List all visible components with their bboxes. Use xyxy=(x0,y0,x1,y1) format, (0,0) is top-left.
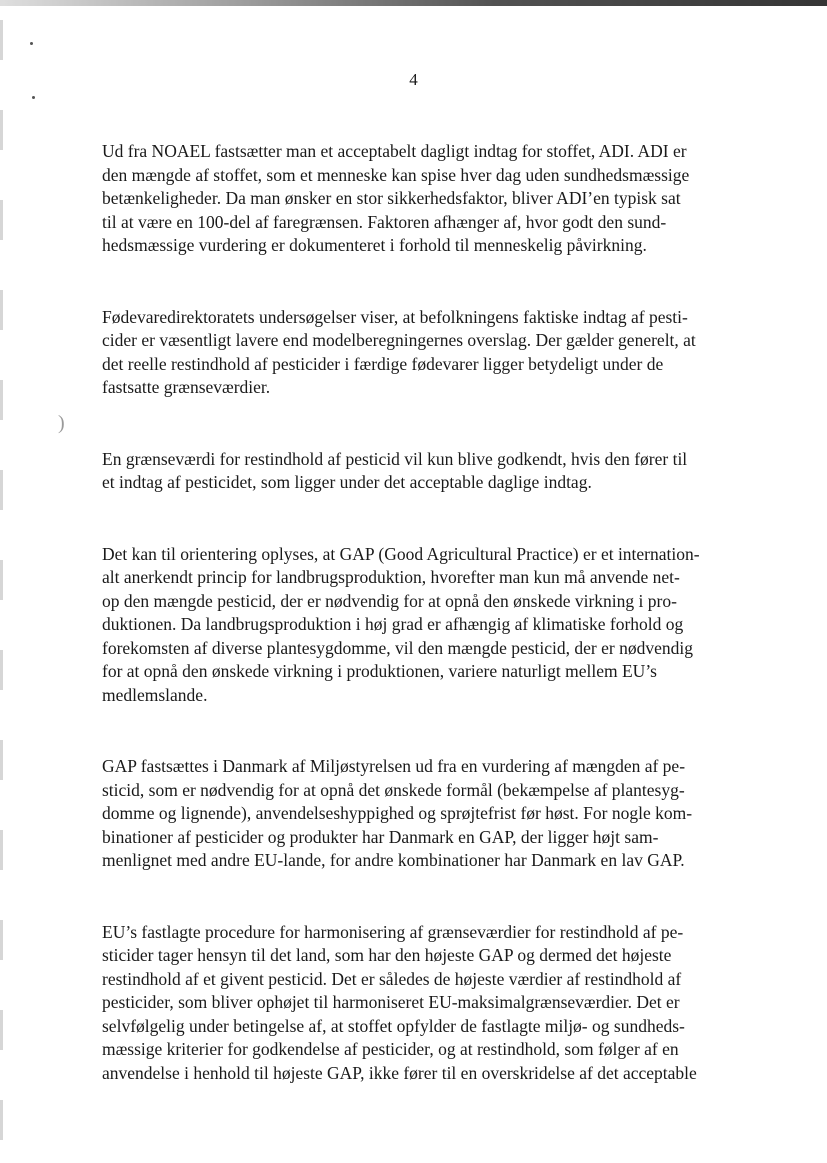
text-line: En grænseværdi for restindhold af pesticid vil kun blive godkendt, hvis den fører til xyxy=(102,448,688,469)
text-line: forekomsten af diverse plantesygdomme, vil den mængde pesticid, der er nødvendig xyxy=(102,637,693,658)
text-line: mæssige kriterier for godkendelse af pesticider, og at restindhold, som følger af en xyxy=(102,1039,679,1059)
text-line: Det kan til orientering oplyses, at GAP (Good Agricultural Practice) er et internation- xyxy=(102,543,700,564)
scan-top-edge xyxy=(0,0,827,6)
text-line: alt anerkendt princip for landbrugsproduktion, hvorefter man kun må anvende net- xyxy=(102,567,680,587)
text-line: pesticider, som bliver ophøjet til harmoniseret EU-maksimalgrænseværdier. Det er xyxy=(102,992,680,1012)
text-line: cider er væsentligt lavere end modelberegningernes overslag. Der gælder generelt, at xyxy=(102,330,696,350)
text-line: for at opnå den ønskede virkning i produktionen, variere naturligt mellem EU’s xyxy=(102,661,657,681)
text-line: Ud fra NOAEL fastsætter man et acceptabelt dagligt indtag for stoffet, ADI. ADI er xyxy=(102,141,687,161)
scan-left-edge xyxy=(0,20,3,1150)
document-body xyxy=(102,140,738,1133)
text-line: den mængde af stoffet, som et menneske kan spise hver dag uden sundhedsmæssige xyxy=(102,164,690,185)
scan-speck xyxy=(32,96,35,99)
paragraph xyxy=(102,921,738,1086)
text-line: sticid, som er nødvendig for at opnå det ønskede formål (bekæmpelse af plantesyg- xyxy=(102,779,685,800)
text-line: domme og lignende), anvendelseshyppighed og sprøjtefrist før høst. For nogle kom- xyxy=(102,803,693,823)
text-line: fastsatte grænseværdier. xyxy=(102,377,271,397)
text-line: betænkeligheder. Da man ønsker en stor sikkerhedsfaktor, bliver ADI’en typisk sat xyxy=(102,188,681,208)
paragraph xyxy=(102,306,738,400)
paragraph xyxy=(102,140,738,258)
text-line: anvendelse i henhold til højeste GAP, ikke fører til en overskridelse af det acceptable xyxy=(102,1062,697,1083)
text-line: Fødevaredirektoratets undersøgelser viser, at befolkningens faktiske indtag af pesti- xyxy=(102,306,688,327)
text-line: hedsmæssige vurdering er dokumenteret i forhold til menneskelig påvirkning. xyxy=(102,235,647,255)
text-line: op den mængde pesticid, der er nødvendig for at opnå den ønskede virkning i pro- xyxy=(102,590,677,611)
text-line: EU’s fastlagte procedure for harmonisering af grænseværdier for restindhold af pe- xyxy=(102,921,684,942)
text-line: sticider tager hensyn til det land, som har den højeste GAP og dermed det højeste xyxy=(102,945,672,965)
paragraph xyxy=(102,755,738,873)
text-line: restindhold af et givent pesticid. Det er således de højeste værdier af restindhold af xyxy=(102,968,682,989)
text-line: til at være en 100-del af faregrænsen. Faktoren afhænger af, hvor godt den sund- xyxy=(102,211,667,232)
text-line: selvfølgelig under betingelse af, at stoffet opfylder de fastlagte miljø- og sundheds- xyxy=(102,1015,685,1036)
paragraph xyxy=(102,543,738,708)
text-line: et indtag af pesticidet, som ligger under det acceptable daglige indtag. xyxy=(102,472,592,492)
text-line: duktionen. Da landbrugsproduktion i høj grad er afhængig af klimatiske forhold og xyxy=(102,614,684,634)
text-line: det reelle restindhold af pesticider i færdige fødevarer ligger betydeligt under de xyxy=(102,353,664,374)
text-line: menlignet med andre EU-lande, for andre kombinationer har Danmark en lav GAP. xyxy=(102,850,685,870)
text-line: GAP fastsættes i Danmark af Miljøstyrelsen ud fra en vurdering af mængden af pe- xyxy=(102,756,686,776)
page-number: 4 xyxy=(409,70,418,89)
paragraph xyxy=(102,448,738,495)
margin-mark: ) xyxy=(58,412,65,434)
text-line: binationer af pesticider og produkter har Danmark en GAP, der ligger højt sam- xyxy=(102,826,659,847)
scan-speck xyxy=(30,42,33,45)
text-line: medlemslande. xyxy=(102,684,208,705)
